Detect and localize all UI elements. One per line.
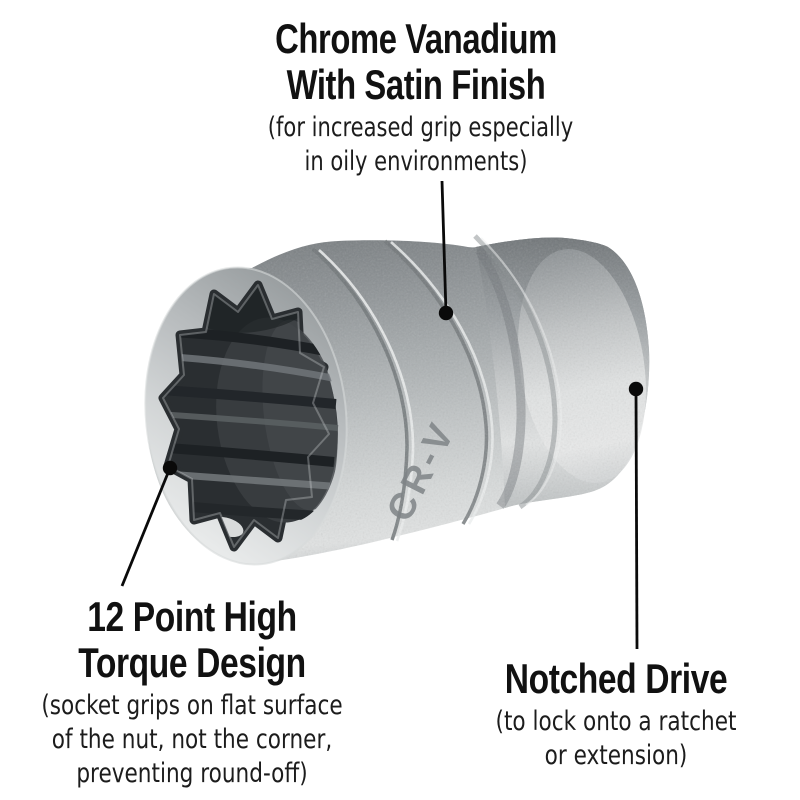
callout-12-point-desc-line3: preventing round-off) xyxy=(76,758,308,789)
callout-notched-drive-title: Notched Drive xyxy=(504,655,728,702)
annotation-dot-top xyxy=(439,306,453,320)
callout-12-point-title-line1: 12 Point High xyxy=(87,593,297,640)
callout-notched-drive xyxy=(488,656,744,773)
annotation-line-right xyxy=(636,389,637,649)
callout-12-point-desc-line1: (socket grips on flat surface xyxy=(41,690,343,721)
callout-12-point-title-line2: Torque Design xyxy=(78,639,306,686)
crv-marking: CR-V xyxy=(378,414,464,528)
annotation-dot-right xyxy=(629,382,643,396)
callout-chrome-vanadium-desc-line2: in oily environments) xyxy=(304,146,528,177)
callout-12-point xyxy=(40,594,344,791)
socket-illustration xyxy=(131,236,662,575)
callout-notched-drive-desc-line1: (to lock onto a ratchet xyxy=(495,706,737,737)
callout-12-point-desc-line2: of the nut, not the corner, xyxy=(51,724,333,755)
callout-chrome-vanadium-title-line1: Chrome Vanadium xyxy=(275,15,557,62)
callout-chrome-vanadium-desc-line1: (for increased grip especially xyxy=(267,112,574,143)
callout-chrome-vanadium-title-line2: With Satin Finish xyxy=(286,61,546,108)
annotation-line-left xyxy=(122,468,170,586)
annotation-dot-left xyxy=(163,461,177,475)
callout-chrome-vanadium xyxy=(267,15,574,179)
callout-notched-drive-desc-line2: or extension) xyxy=(544,740,688,771)
